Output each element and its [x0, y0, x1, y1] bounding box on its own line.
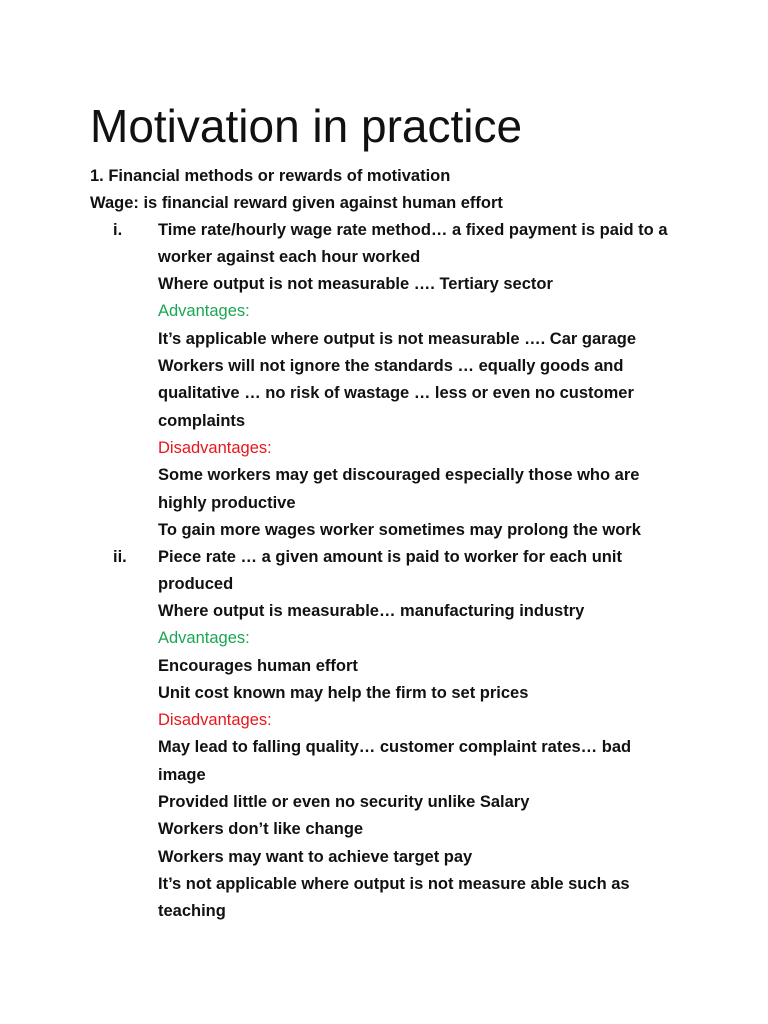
disadvantages-label: Disadvantages:: [158, 711, 272, 729]
list-item: Where output is measurable… manufacturing industry: [158, 602, 585, 620]
disadvantage-item: It’s not applicable where output is not measure able such as: [158, 875, 630, 893]
disadvantage-item: Provided little or even no security unlike Salary: [158, 793, 530, 811]
list-marker-ii: ii.: [113, 548, 127, 566]
disadvantage-item: To gain more wages worker sometimes may prolong the work: [158, 521, 641, 539]
disadvantage-item: Workers may want to achieve target pay: [158, 848, 473, 866]
advantage-item: Unit cost known may help the firm to set prices: [158, 684, 529, 702]
disadvantage-item: May lead to falling quality… customer complaint rates… bad: [158, 738, 632, 756]
disadvantage-item: Some workers may get discouraged especially those who are: [158, 466, 640, 484]
list-item: Piece rate … a given amount is paid to worker for each unit: [158, 548, 622, 566]
disadvantage-item: teaching: [158, 902, 226, 920]
list-marker-i: i.: [113, 221, 123, 239]
section-heading: 1. Financial methods or rewards of motivation: [90, 167, 451, 185]
disadvantage-item: image: [158, 766, 206, 784]
advantages-label: Advantages:: [158, 302, 250, 320]
page-title: Motivation in practice: [90, 100, 523, 152]
advantage-item: It’s applicable where output is not measurable …. Car garage: [158, 330, 637, 348]
advantage-item: Workers will not ignore the standards … equally goods and: [158, 357, 624, 375]
disadvantage-item: Workers don’t like change: [158, 820, 364, 838]
disadvantages-label: Disadvantages:: [158, 439, 272, 457]
list-item: produced: [158, 575, 234, 593]
list-item: Where output is not measurable …. Tertiary sector: [158, 275, 553, 293]
list-item: Time rate/hourly wage rate method… a fixed payment is paid to a: [158, 221, 668, 239]
disadvantage-item: highly productive: [158, 494, 296, 512]
wage-definition: Wage: is financial reward given against human effort: [90, 194, 503, 212]
advantage-item: complaints: [158, 412, 246, 430]
advantage-item: Encourages human effort: [158, 657, 358, 675]
list-item: worker against each hour worked: [158, 248, 421, 266]
advantages-label: Advantages:: [158, 629, 250, 647]
advantage-item: qualitative … no risk of wastage … less or even no customer: [158, 384, 634, 402]
